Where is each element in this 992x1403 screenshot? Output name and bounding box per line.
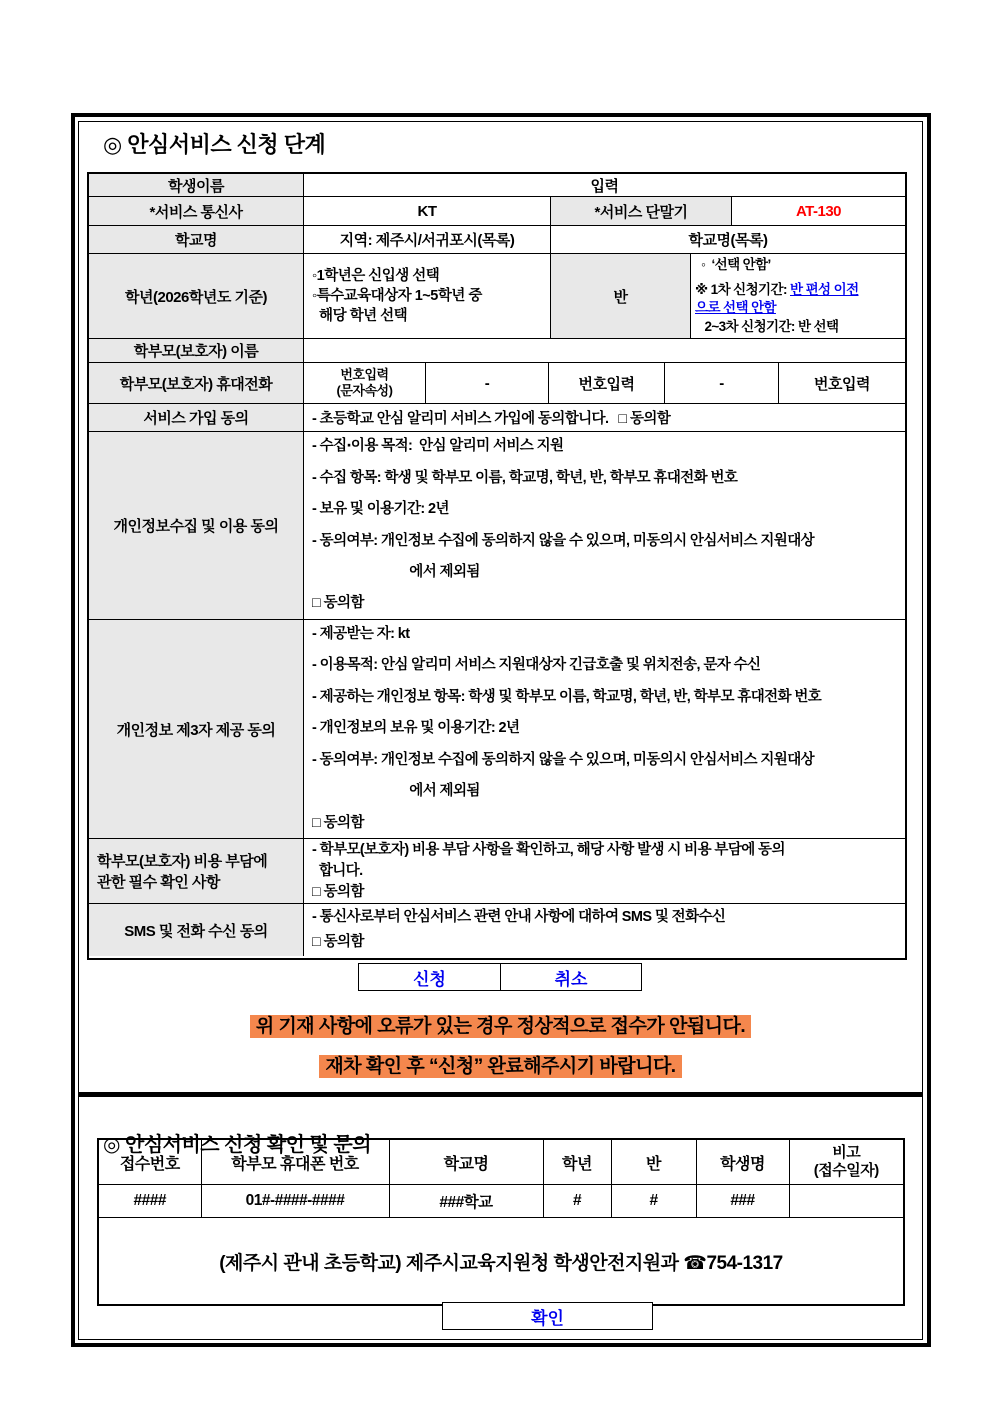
row-service-consent bbox=[89, 404, 905, 432]
cost-confirm-label bbox=[89, 839, 304, 903]
cancel-button[interactable]: 취소 bbox=[500, 964, 641, 990]
class-note-line2: 2~3차 신청기간: 반 선택 bbox=[695, 318, 839, 334]
header-remark bbox=[789, 1139, 904, 1185]
form-buttons bbox=[358, 963, 642, 991]
confirmation-contact-row bbox=[98, 1218, 904, 1306]
sms-consent-label: SMS 및 전화 수신 동의 bbox=[89, 904, 304, 956]
warning-line-1: 위 기재 사항에 오류가 있는 경우 정상적으로 접수가 안됩니다. bbox=[78, 1012, 923, 1041]
student-name-label: 학생이름 bbox=[89, 174, 304, 196]
grade-bullet-3: 해당 학년 선택 bbox=[312, 308, 408, 324]
header-parent-phone: 학부모 휴대폰 번호 bbox=[201, 1139, 389, 1185]
privacy-third-cell bbox=[304, 620, 905, 838]
sms-consent-cell bbox=[304, 904, 905, 956]
privacy-third-lines: - 제공받는 자: kt - 이용목적: 안심 알리미 서비스 지원대상자 긴급호출 및 위치전송, 문자 수신 - 제공하는 개인정보 항목: 학생 및 학부모 이름, 학교명, 학년, 반, 학부모 휴대전화 번호 - 개인정보의 보유 및 이용기간: 2년 - 동의여부: 개인정보 수집에 동의하지 않을 수 있으며, 미동의시 안심서비스 지원대상 에서 제외됨 bbox=[312, 626, 822, 800]
privacy-third-label: 개인정보 제3자 제공 동의 bbox=[89, 620, 304, 838]
sms-consent-line1: - 통신사로부터 안심서비스 관련 안내 사항에 대하여 SMS 및 전화수신 bbox=[312, 909, 726, 925]
carrier-select[interactable]: KT bbox=[417, 202, 437, 220]
row-cost-confirm bbox=[89, 839, 905, 904]
class-note-line1: ※ 1차 신청기간: 반 편성 이전 bbox=[695, 281, 859, 297]
row-carrier bbox=[89, 197, 905, 226]
section1-title: ◎ 안심서비스 신청 단계 bbox=[103, 132, 326, 157]
cell-receipt-no: #### bbox=[98, 1185, 201, 1218]
phone-dash-1: - bbox=[425, 363, 548, 403]
class-label: 반 bbox=[550, 254, 690, 338]
cost-confirm-line2: 합니다. bbox=[312, 862, 363, 879]
header-grade: 학년 bbox=[543, 1139, 611, 1185]
service-consent-cell bbox=[304, 404, 905, 431]
region-select[interactable]: 지역: 제주시/서귀포시(목록) bbox=[339, 232, 515, 249]
cost-confirm-line1: - 학부모(보호자) 비용 부담 사항을 확인하고, 해당 사항 발생 시 비용 부담에 동의 bbox=[312, 841, 785, 858]
grade-bullet-1: ◦1학년은 신입생 선택 bbox=[312, 268, 440, 284]
cost-confirm-label-line1: 학부모(보호자) 비용 부담에 bbox=[97, 853, 268, 870]
carrier-label: *서비스 통신사 bbox=[89, 197, 304, 225]
class-note-blue-2: 으로 선택 안함 bbox=[695, 300, 776, 315]
cell-student: ### bbox=[696, 1185, 789, 1218]
row-school bbox=[89, 226, 905, 254]
contact-info: (제주시 관내 초등학교) 제주시교육지원청 학생안전지원과 ☎754-1317 bbox=[98, 1218, 904, 1306]
apply-button[interactable]: 신청 bbox=[413, 969, 446, 989]
privacy-third-agree-checkbox[interactable]: □ 동의함 bbox=[312, 814, 364, 831]
sms-consent-agree-checkbox[interactable]: □ 동의함 bbox=[312, 934, 364, 950]
privacy-collect-cell bbox=[304, 432, 905, 619]
header-receipt-no: 접수번호 bbox=[98, 1139, 201, 1185]
student-name-input[interactable]: 입력 bbox=[590, 177, 619, 195]
service-consent-text: - 초등학교 안심 알리미 서비스 가입에 동의합니다. bbox=[312, 411, 609, 427]
parent-name-label: 학부모(보호자) 이름 bbox=[89, 339, 304, 362]
cell-remark bbox=[789, 1185, 904, 1218]
service-consent-agree-checkbox[interactable]: □ 동의함 bbox=[618, 411, 671, 427]
section-divider bbox=[79, 1092, 923, 1097]
header-class: 반 bbox=[611, 1139, 696, 1185]
school-label: 학교명 bbox=[89, 226, 304, 253]
phone-part1-text: 번호입력 bbox=[340, 367, 389, 382]
confirmation-data-row bbox=[98, 1185, 904, 1218]
phone-part2-input[interactable]: 번호입력 bbox=[548, 363, 664, 403]
cost-confirm-cell bbox=[304, 839, 905, 903]
application-table bbox=[87, 172, 907, 960]
parent-phone-label: 학부모(보호자) 휴대전화 bbox=[89, 363, 304, 403]
service-consent-label: 서비스 가입 동의 bbox=[89, 404, 304, 431]
row-student-name bbox=[89, 174, 905, 197]
phone-part3-input[interactable]: 번호입력 bbox=[778, 363, 905, 403]
grade-bullet-2: ◦특수교육대상자 1~5학년 중 bbox=[312, 288, 482, 304]
row-sms-consent bbox=[89, 904, 905, 956]
confirm-button[interactable]: 확인 bbox=[442, 1302, 653, 1330]
grade-label: 학년(2026학년도 기준) bbox=[89, 254, 304, 338]
header-school: 학교명 bbox=[389, 1139, 543, 1185]
cost-confirm-label-line2: 관한 필수 확인 사항 bbox=[97, 874, 220, 891]
privacy-collect-agree-checkbox[interactable]: □ 동의함 bbox=[312, 595, 364, 612]
confirmation-table bbox=[97, 1138, 905, 1306]
privacy-collect-label: 개인정보수집 및 이용 동의 bbox=[89, 432, 304, 619]
row-parent-phone bbox=[89, 363, 905, 404]
cell-parent-phone: 01#-####-#### bbox=[201, 1185, 389, 1218]
phone-dash-2: - bbox=[664, 363, 778, 403]
phone-part1-input[interactable] bbox=[304, 363, 425, 403]
parent-name-input[interactable] bbox=[304, 339, 905, 362]
warning-line-2: 재차 확인 후 “신청” 완료해주시기 바랍니다. bbox=[78, 1052, 923, 1081]
row-privacy-third bbox=[89, 620, 905, 839]
class-select-cell bbox=[690, 254, 905, 338]
section2-title: ◎ 안심서비스 신청 확인 및 문의 bbox=[103, 1134, 372, 1156]
cost-confirm-agree-checkbox[interactable]: □ 동의함 bbox=[312, 883, 364, 900]
device-value: AT-130 bbox=[731, 197, 905, 225]
cell-school: ###학교 bbox=[389, 1185, 543, 1218]
privacy-collect-lines: - 수집‧이용 목적: 안심 알리미 서비스 지원 - 수집 항목: 학생 및 학부모 이름, 학교명, 학년, 반, 학부모 휴대전화 번호 - 보유 및 이용기간: 2년 - 동의여부: 개인정보 수집에 동의하지 않을 수 있으며, 미동의시 안심서비스 지원대상 에서 제외됨 bbox=[312, 438, 815, 580]
class-note-blue-1: 반 편성 이전 bbox=[790, 281, 859, 297]
class-option-no-select[interactable]: ◦ ‘선택 안함’ bbox=[701, 257, 771, 272]
row-privacy-collect bbox=[89, 432, 905, 620]
header-remark-line2: (접수일자) bbox=[813, 1162, 879, 1179]
school-name-select[interactable]: 학교명(목록) bbox=[550, 226, 905, 253]
row-parent-name bbox=[89, 339, 905, 363]
cell-grade: # bbox=[543, 1185, 611, 1218]
device-label: *서비스 단말기 bbox=[550, 197, 731, 225]
confirmation-header-row bbox=[98, 1139, 904, 1185]
row-grade bbox=[89, 254, 905, 339]
grade-select-cell[interactable] bbox=[304, 254, 550, 338]
cell-class: # bbox=[611, 1185, 696, 1218]
header-remark-line1: 비고 bbox=[832, 1144, 861, 1161]
phone-part1-subtext: (문자속성) bbox=[336, 383, 393, 398]
header-student: 학생명 bbox=[696, 1139, 789, 1185]
